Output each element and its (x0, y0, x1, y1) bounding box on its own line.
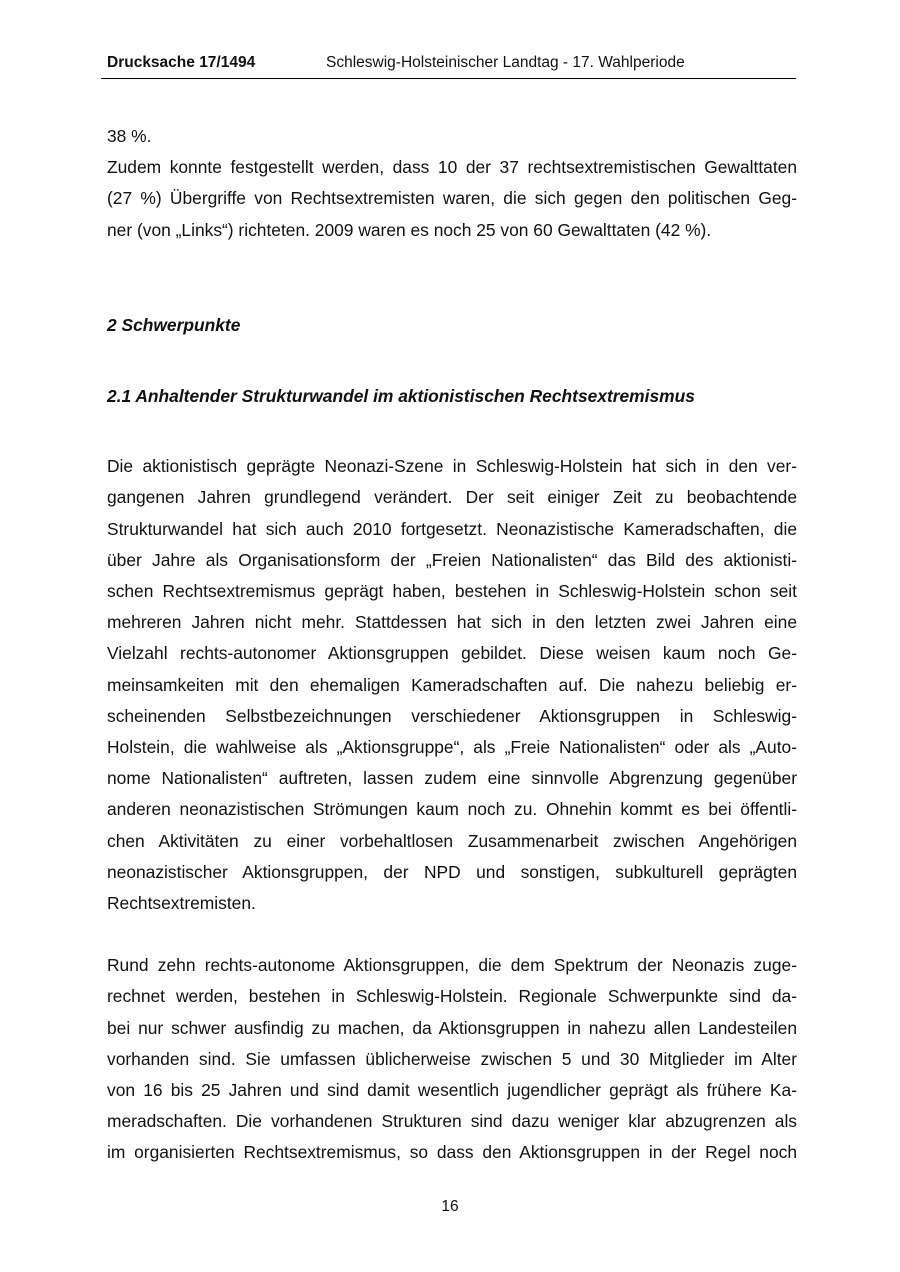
document-body (107, 121, 797, 1169)
page-number: 16 (441, 1198, 459, 1215)
body-paragraph (107, 451, 797, 919)
text-line: mehreren Jahren nicht mehr. Stattdessen hat sich in den letzten zwei Jahren eine (107, 612, 797, 633)
text-line: schen Rechtsextremismus geprägt haben, bestehen in Schleswig-Holstein schon seit (107, 581, 797, 602)
text-line: vorhanden sind. Sie umfassen üblicherweise zwischen 5 und 30 Mitglieder im Alter (107, 1048, 797, 1069)
text-line: chen Aktivitäten zu einer vorbehaltlosen Zusammenarbeit zwischen Angehörigen (107, 830, 797, 851)
text-line: rechnet werden, bestehen in Schleswig-Holstein. Regionale Schwerpunkte sind da- (107, 986, 797, 1007)
document-number: Drucksache 17/1494 (107, 54, 256, 71)
text-line: Holstein, die wahlweise als „Aktionsgruppe“, als „Freie Nationalisten“ oder als „Auto- (107, 737, 797, 758)
text-line: meinsamkeiten mit den ehemaligen Kameradschaften auf. Die nahezu beliebig er- (107, 674, 797, 695)
text-line: 38 %. (107, 126, 152, 146)
text-line: bei nur schwer ausfindig zu machen, da Aktionsgruppen in nahezu allen Landesteilen (107, 1017, 797, 1038)
text-line: Die aktionistisch geprägte Neonazi-Szene in Schleswig-Holstein hat sich in den ver- (107, 456, 797, 477)
text-line: gangenen Jahren grundlegend verändert. Der seit einiger Zeit zu beobachtende (107, 487, 797, 508)
text-line: Vielzahl rechts-autonomer Aktionsgruppen gebildet. Diese weisen kaum noch Ge- (107, 643, 797, 664)
text-line: von 16 bis 25 Jahren und sind damit wesentlich jugendlicher geprägt als frühere Ka- (107, 1080, 797, 1101)
section-heading: 2 Schwerpunkte (107, 314, 241, 335)
text-line: ner (von „Links“) richteten. 2009 waren es noch 25 von 60 Gewalttaten (42 %). (107, 219, 712, 240)
text-line: (27 %) Übergriffe von Rechtsextremisten waren, die sich gegen den politischen Geg- (107, 188, 797, 209)
text-line: Zudem konnte festgestellt werden, dass 10 der 37 rechtsextremistischen Gewalttaten (107, 157, 797, 178)
text-line: Rund zehn rechts-autonome Aktionsgruppen, die dem Spektrum der Neonazis zuge- (107, 955, 797, 976)
text-line: Rechtsextremisten. (107, 893, 256, 914)
text-line: scheinenden Selbstbezeichnungen verschiedener Aktionsgruppen in Schleswig- (107, 705, 797, 726)
text-line: nome Nationalisten“ auftreten, lassen zudem eine sinnvolle Abgrenzung gegenüber (107, 768, 797, 789)
intro-paragraph (107, 121, 797, 246)
subsection-heading: 2.1 Anhaltender Strukturwandel im aktionistischen Rechtsextremismus (107, 386, 695, 407)
text-line: Strukturwandel hat sich auch 2010 fortgesetzt. Neonazistische Kameradschaften, die (107, 518, 797, 539)
parliament-title: Schleswig-Holsteinischer Landtag - 17. Wahlperiode (326, 54, 685, 71)
text-line: neonazistischer Aktionsgruppen, der NPD und sonstigen, subkulturell geprägten (107, 861, 797, 882)
body-paragraph (107, 950, 797, 1168)
text-line: über Jahre als Organisationsform der „Freien Nationalisten“ das Bild des aktionisti- (107, 549, 797, 570)
page-header (101, 52, 796, 79)
text-line: im organisierten Rechtsextremismus, so dass den Aktionsgruppen in der Regel noch (107, 1142, 797, 1163)
text-line: meradschaften. Die vorhandenen Strukturen sind dazu weniger klar abzugrenzen als (107, 1111, 797, 1132)
text-line: anderen neonazistischen Strömungen kaum noch zu. Ohnehin kommt es bei öffentli- (107, 799, 797, 820)
